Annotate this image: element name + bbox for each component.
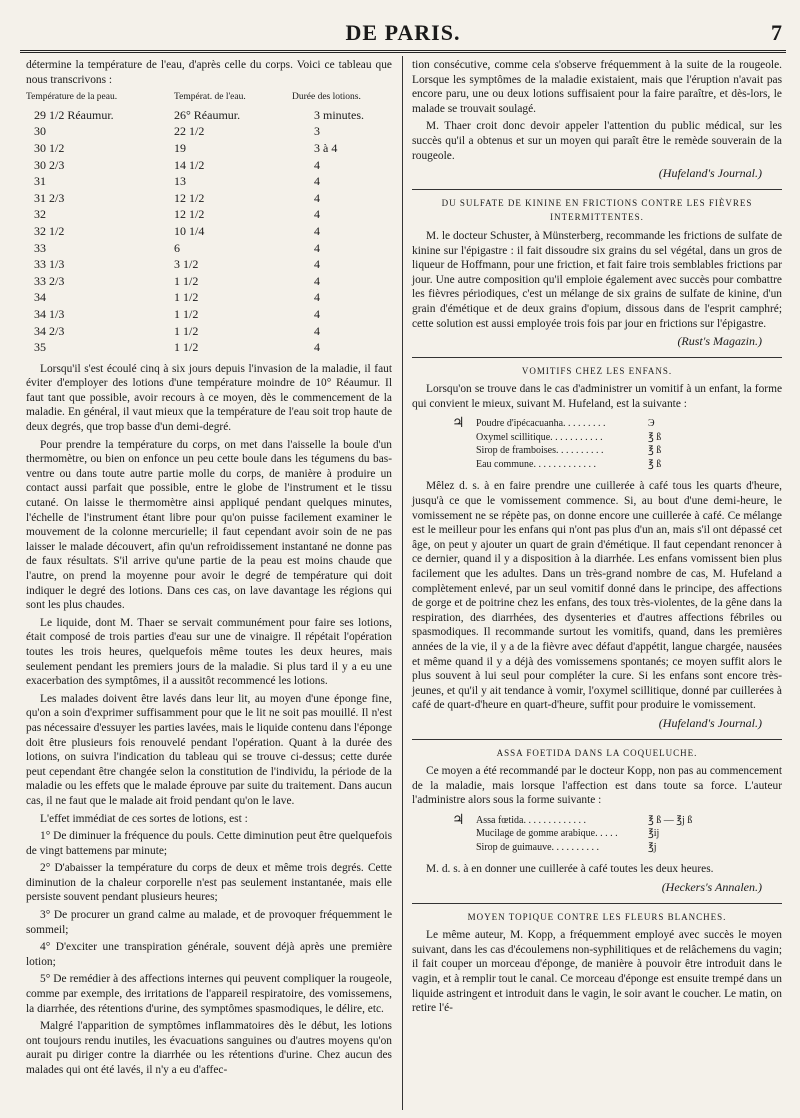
table-cell: 4 <box>314 306 320 321</box>
source-citation: (Hufeland's Journal.) <box>658 715 762 730</box>
table-cell: 26° Réaumur. <box>174 107 241 122</box>
table-cell: 4 <box>314 157 320 172</box>
table-cell: 34 2/3 <box>34 323 65 338</box>
recipe-symbol <box>452 444 476 458</box>
table-cell: 31 <box>34 174 46 189</box>
table-cell: 32 <box>34 207 46 222</box>
table-header: Températ. de l'eau. <box>174 92 246 103</box>
prescription-line <box>452 814 782 828</box>
ingredient-quantity: ℥ij <box>648 828 660 840</box>
table-header: Température de la peau. <box>26 92 118 103</box>
table-cell: 4 <box>314 174 320 189</box>
paragraph: Malgré l'apparition de symptômes inflammatoires dès le début, les lotions ont toujours rendu inutiles, les évacuations sanguines ou d'autres moyens qu'on aurait pu diriger contre la diarrhée ou les rétentions d'urine. Chez aucun des malades qui ont été lavés, il n'y a eu d'affec- <box>26 1020 392 1076</box>
table-row <box>26 223 392 240</box>
paragraph: 2° D'abaisser la température du corps de deux et même trois degrés. Cette diminution de la chaleur corporelle n'est pas seulement instantanée, mais elle persiste souvent pendant plusieurs heures; <box>26 862 392 904</box>
recipe-symbol: ♃ <box>452 812 465 828</box>
recipe-symbol <box>452 458 476 472</box>
ingredient-name: Mucilage de gomme arabique. . . . . <box>476 828 618 840</box>
table-cell: 33 <box>34 240 46 255</box>
right-column <box>412 58 782 1019</box>
ingredient-name: Sirop de guimauve. . . . . . . . . . <box>476 841 600 853</box>
table-cell: 1 1/2 <box>174 323 199 338</box>
paragraph: Les malades doivent être lavés dans leur lit, au moyen d'une éponge fine, qu'on a soin d'exprimer suffisamment pour que le lit ne soit pas mouillé. Il n'est pas nécessaire d'essuyer les parties lavées, mais le liquide contenu dans l'éponge doit être plusieurs fois renouvelé pendant l'opération. Quant à la durée des lotions, on suivra l'indication du tableau qui se trouve ci-dessus; cette durée peut cependant être changée selon la constitution de l'individu, la période de la maladie ou les effets que le malade éprouve par suite du traitement. Dans aucun cas, il ne faut que le malade ait froid pendant qu'on le lave. <box>26 692 392 807</box>
source-citation: (Hufeland's Journal.) <box>658 166 762 181</box>
table-cell: 19 <box>174 140 186 155</box>
table-row <box>26 157 392 174</box>
paragraph: Pour prendre la température du corps, on met dans l'aisselle la boule d'un thermomètre, ou bien on enfonce un peu cette boule dans les tégumens du bas-ventre ou dans toute autre partie molle du corps, de manière à produire un contact aussi parfait que possible, entre le globe de l'instrument et le tissu cutané. On laisse le thermomètre ainsi appliqué pendant quelques minutes, l'échelle de l'instrument étant libre pour qu'on puisse facilement examiner le mouvement de la colonne mercurielle; il faut cependant avoir soin de ne pas laisser le malade découvert, afin qu'un refroidissement instantané ne donne pas de faux résultats. S'il arrive qu'une partie de la peau est moins chaude que l'autre, on prend la moyenne pour avoir le degré de température qui doit indiquer le degré des lotions. Dans ces cas, on lave davantage les régions qui sont les plus chaudes. <box>26 438 392 612</box>
ingredient-quantity: ℥ ß <box>648 431 662 443</box>
paragraph: M. d. s. à en donner une cuillerée à café toutes les deux heures. <box>426 863 714 876</box>
column-divider <box>402 56 403 1110</box>
prescription-line <box>452 431 782 445</box>
table-cell: 31 2/3 <box>34 190 65 205</box>
table-cell: 35 <box>34 340 46 355</box>
table-cell: 22 1/2 <box>174 124 205 139</box>
table-cell: 13 <box>174 174 186 189</box>
paragraph: 1° De diminuer la fréquence du pouls. Cette diminution peut être quelquefois de vingt battemens par minute; <box>26 830 392 857</box>
ingredient-quantity: ℥ ß <box>648 445 662 457</box>
table-cell: 33 1/3 <box>34 257 65 272</box>
table-cell: 34 <box>34 290 46 305</box>
section-heading: VOMITIFS CHEZ LES ENFANS. <box>521 365 673 376</box>
section-rule <box>412 189 782 190</box>
paragraph: L'effet immédiat de ces sortes de lotions, est : <box>40 812 248 825</box>
paragraph: 4° D'exciter une transpiration générale, souvent déjà après une première lotion; <box>26 941 392 968</box>
table-cell: 30 2/3 <box>34 157 65 172</box>
table-cell: 3 <box>314 124 320 139</box>
intro-paragraph: détermine la température de l'eau, d'après celle du corps. Voici ce tableau que nous transcrivons : <box>26 59 392 86</box>
table-cell: 3 minutes. <box>314 107 364 122</box>
table-row <box>26 273 392 290</box>
ingredient-name: Eau commune. . . . . . . . . . . . . <box>476 458 596 470</box>
table-cell: 4 <box>314 190 320 205</box>
table-cell: 33 2/3 <box>34 273 65 288</box>
paragraph: M. le docteur Schuster, à Münsterberg, recommande les frictions de sulfate de kinine sur l'épigastre : il fait dissoudre six grains du sel végétal, dans un gros de liqueur de Hoffmann, pour une friction, et fait faire trois semblables frictions par jour. Une autre composition qu'il emploie également avec succès pour combattre les fièvres périodiques, c'est un mélange de six grains de sulfate de kinine, d'un grain d'émétique et de deux grains d'opium, dissous dans de l'esprit camphré; cette solution est aussi employée trois fois par jour en frictions sur l'épigastre. <box>412 229 782 330</box>
table-cell: 34 1/3 <box>34 306 65 321</box>
table-cell: 1 1/2 <box>174 306 199 321</box>
recipe-symbol <box>452 431 476 445</box>
table-cell: 10 1/4 <box>174 223 205 238</box>
source-citation: (Rust's Magazin.) <box>677 334 762 349</box>
table-cell: 12 1/2 <box>174 190 205 205</box>
paragraph: M. Thaer croit donc devoir appeler l'attention du public médical, sur les succès qu'il a obtenus et sur un moyen qui paraît être le remède souverain de la rougeole. <box>412 120 782 162</box>
recipe-symbol <box>452 827 476 841</box>
recipe-symbol: ♃ <box>452 416 465 432</box>
ingredient-quantity: ℥j <box>648 841 657 853</box>
recipe-symbol <box>452 841 476 855</box>
table-row <box>26 289 392 306</box>
table-cell: 30 <box>34 124 46 139</box>
table-cell: 3 à 4 <box>314 140 338 155</box>
prescription-line <box>452 458 782 472</box>
paragraph: tion consécutive, comme cela s'observe fréquemment à la suite de la rougeole. Lorsque les symptômes de la maladie existaient, mais que l'éruption n'avait pas encore paru, une ou deux lotions suffisaient pour la faire paraître, et dès-lors, le malade se trouvait soulagé. <box>412 59 782 115</box>
paragraph: Mêlez d. s. à en faire prendre une cuillerée à café tous les quarts d'heure, jusqu'à ce que le vomissement commence. Si, au bout d'une demi-heure, le vomissement ne se répète pas, on donne encore une cuillerée à café. Ce mélange est le meilleur pour les enfans qui n'ont pas plus d'un an, mais s'il ont dépassé cet âge, on peut y ajouter un quart de grain d'émétique. Il faut cependant renoncer à ce dernier, quand il y a disposition à la diarrhée. Les enfans vomissent bien plus facilement que les adultes. Dans un très-grand nombre de cas, M. Hufeland a complètement enlevé, par un seul vomitif donné dans le principe, des affections de gorge et de poitrine chez les enfans, des toux très-violentes, de la gêne dans la respiration, des diarrhées, des dysenteries et d'autres affections fébriles ou spasmodiques. Il recommande surtout les vomitifs, quand, dans les premières années de la vie, il y a de la fièvre avec défaut d'appétit, langue chargée, nausées et même quand il y a déjà des vomissemens spontanés; ce moyen suffit alors le plus souvent à lui seul pour compléter la cure. Si les enfans sont encore très-jeunes, et qu'il y ait tendance à vomir, l'oxymel scillitique, donné par cuillerées à café de quart-d'heure en quart-d'heure, suffit pour produire le vomissement. <box>412 480 782 712</box>
table-cell: 4 <box>314 273 320 288</box>
table-cell: 4 <box>314 207 320 222</box>
section-heading: MOYEN TOPIQUE CONTRE LES FLEURS BLANCHES. <box>467 911 727 922</box>
table-cell: 12 1/2 <box>174 207 205 222</box>
table-cell: 4 <box>314 323 320 338</box>
table-cell: 32 1/2 <box>34 223 65 238</box>
page-header <box>20 10 786 53</box>
paragraph: Ce moyen a été recommandé par le docteur Kopp, non pas au commencement de la maladie, mais lorsque l'affection est dans toute sa force. L'auteur l'administre alors sous la forme suivante : <box>412 765 782 807</box>
table-row <box>26 240 392 257</box>
table-cell: 4 <box>314 290 320 305</box>
prescription-line <box>452 444 782 458</box>
table-cell: 4 <box>314 340 320 355</box>
table-cell: 4 <box>314 257 320 272</box>
paragraph: Lorsqu'il s'est écoulé cinq à six jours depuis l'invasion de la maladie, il faut éviter d'employer des lotions d'une température moindre de 10° Réaumur. Il faut tant que possible, avoir recours à ce moyen, dès le commencement de la maladie. En général, il vaut mieux que la température de l'eau soit trop haute de deux degrés, que trop basse d'un demi-degré. <box>26 362 392 434</box>
table-row <box>26 140 392 157</box>
table-cell: 14 1/2 <box>174 157 205 172</box>
section-heading: ASSA FOETIDA DANS LA COQUELUCHE. <box>496 747 698 758</box>
prescription-line <box>452 841 782 855</box>
table-cell: 30 1/2 <box>34 140 65 155</box>
table-row <box>26 190 392 207</box>
page-title: DE PARIS. <box>345 20 461 45</box>
prescription-block <box>452 814 782 855</box>
table-row <box>26 339 392 356</box>
section-heading: DU SULFATE DE KININE EN FRICTIONS CONTRE LES FIÈVRES INTERMITTENTES. <box>441 197 753 223</box>
table-header: Durée des lotions. <box>292 92 361 103</box>
page-number: 7 <box>771 20 782 45</box>
table-row <box>26 206 392 223</box>
table-row <box>26 323 392 340</box>
ingredient-name: Oxymel scillitique. . . . . . . . . . . <box>476 431 603 443</box>
table-cell: 4 <box>314 240 320 255</box>
table-row <box>26 306 392 323</box>
section-rule <box>412 739 782 740</box>
ingredient-quantity: Э <box>648 418 655 430</box>
temperature-table <box>26 90 392 356</box>
table-row <box>26 256 392 273</box>
prescription-block <box>452 417 782 471</box>
paragraph: Le même auteur, M. Kopp, a fréquemment employé avec succès le moyen suivant, dans les cas d'écoulemens non-syphilitiques et de relâchemens du vagin; il fait couper un morceau d'éponge, de manière à pouvoir être introduit dans le vagin, et à remplir tout le canal. Ce morceau d'éponge est ensuite trempé dans un liquide astringent et introduit dans le vagin, le soir avant le coucher. Le matin, on retire l'é- <box>412 929 782 1015</box>
paragraph: Lorsqu'on se trouve dans le cas d'administrer un vomitif à un enfant, la forme qui convient le mieux, suivant M. Hufeland, est la suivante : <box>412 383 782 410</box>
ingredient-name: Poudre d'ipécacuanha. . . . . . . . . <box>476 418 606 430</box>
left-column <box>26 58 392 1081</box>
table-cell: 3 1/2 <box>174 257 199 272</box>
section-rule <box>412 357 782 358</box>
paragraph: 5° De remédier à des affections internes qui peuvent compliquer la rougeole, comme par exemple, des irritations de l'appareil respiratoire, des vomissemens, la diarrhée, des rétentions d'urine, des symptômes spasmodiques, le délire, etc. <box>26 973 392 1015</box>
prescription-line <box>452 417 782 431</box>
ingredient-quantity: ℥ ß — ℥j ß <box>648 814 693 826</box>
table-row <box>26 173 392 190</box>
ingredient-quantity: ℥ ß <box>648 458 662 470</box>
source-citation: (Heckers's Annalen.) <box>661 880 762 895</box>
table-cell: 29 1/2 Réaumur. <box>34 107 114 122</box>
table-cell: 6 <box>174 240 180 255</box>
paragraph: Le liquide, dont M. Thaer se servait communément pour faire ses lotions, était composé de trois parties d'eau sur une de vinaigre. Il répétait l'opération toutes les trois heures, quelquefois même toutes les deux heures, mais seulement pendant les premiers jours de la maladie. Si plus tard il y a eu une exacerbation des symptômes, il a aussitôt recommencé les lotions. <box>26 616 392 688</box>
section-rule <box>412 903 782 904</box>
table-cell: 1 1/2 <box>174 290 199 305</box>
ingredient-name: Assa fœtida. . . . . . . . . . . . . <box>476 814 586 826</box>
table-cell: 4 <box>314 223 320 238</box>
table-row <box>26 107 392 124</box>
paragraph: 3° De procurer un grand calme au malade, et de provoquer fréquemment le sommeil; <box>26 909 392 936</box>
table-cell: 1 1/2 <box>174 340 199 355</box>
prescription-line <box>452 827 782 841</box>
table-cell: 1 1/2 <box>174 273 199 288</box>
table-row <box>26 123 392 140</box>
ingredient-name: Sirop de framboises. . . . . . . . . . <box>476 445 604 457</box>
